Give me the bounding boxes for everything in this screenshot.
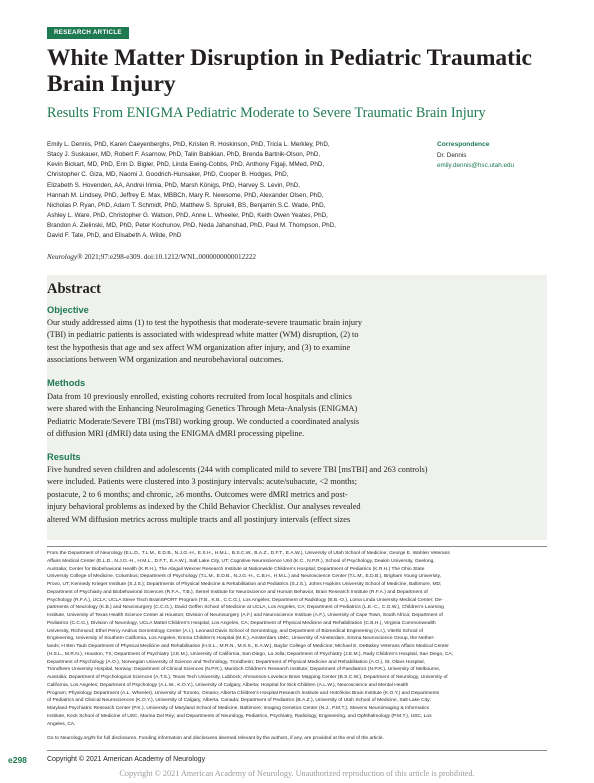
footnote-line: partments of Neurology (K.B.) and Neurosurgery (C.C.G.), David Geffen School of Medicine at UCLA, Los Angeles, CA; Department of Pediatrics (L.E.-C., C.G.W.), Children's Learning [47, 605, 444, 611]
copyright-watermark: Copyright © 2021 American Academy of Neurology. Unauthorized reproduction of this article is prohibited. [119, 769, 475, 778]
abstract-line: altered WM diffusion metrics across multiple tracts and all postinjury intervals (effect sizes [47, 514, 351, 524]
author-line: Ashley L. Ware, PhD, Christopher G. Watson, PhD, Anne L. Wheeler, PhD, Keith Owen Yeates, PhD, [47, 212, 328, 220]
page-number: e298 [8, 755, 27, 765]
author-line: Emily L. Dennis, PhD, Karen Caeyenberghs, PhD, Kristen R. Hoskinson, PhD, Tricia L. Merkley, PhD, [47, 141, 330, 148]
author-line: Nicholas P. Ryan, PhD, Adam T. Schmidt, PhD, Matthew S. Spruiell, BS, Benjamin S.C. Wade, PhD, [47, 201, 326, 209]
abstract-line: injury behavioral problems as indexed by the Child Behavior Checklist. Our analyses revealed [47, 502, 361, 512]
article-type-badge: RESEARCH ARTICLE [47, 27, 129, 39]
author-line: David F. Tate, PhD, and Elisabeth A. Wilde, PhD [47, 232, 182, 240]
disclosures-note: Go to Neurology.org/N for full disclosures. Funding information and disclosures deemed relevant by the authors, if any, are provided at the end of the article. [47, 736, 384, 741]
affiliations-footnote [47, 550, 547, 728]
footnote-line: Institute, University of Texas Health Science Center at Houston; Division of Neurosurgery (A.F.) and Neuroscience Institute (A.F.), University of Cape Town, South Africa; Department of [47, 613, 443, 618]
footnote-line: Trondheim University Hospital, Norway; Department of Clinical Sciences (N.P.R.), Murdoch Children's Research Institute; Department of Paediatrics (N.P.R.), University of Melbourne, [47, 667, 441, 673]
abstract-line: Data from 10 previously enrolled, existing cohorts recruited from local hospitals and clinics [47, 392, 352, 401]
footnote-line: Psychology (R.F.A.), UCLA; UCLA Steve Tisch BrainSPORT Program (T.B., K.B., C.C.G.), Los Angeles; Department of Radiology (B.B.-O.), Loma Linda University Medical Center; De- [47, 597, 443, 603]
footnote-line: Australia; Center for Biobehavioral Health (K.R.H.), The Abigail Wexner Research Institute at Nationwide Children's Hospital; Department of Pediatrics (K.R.H.) The Ohio State [47, 566, 425, 572]
author-line: Christopher C. Giza, MD, Naomi J. Goodrich-Hunsaker, PhD, Cooper B. Hodges, PhD, [47, 171, 289, 179]
author-line: Stacy J. Suskauer, MD, Robert F. Asarnow, PhD, Talin Babikian, PhD, Brenda Bartnik-Olson, PhD, [47, 151, 321, 159]
correspondence-name: Dr. Dennis [437, 152, 467, 159]
abstract-line: postacute, 2 to 6 months; and chronic, ≥6 months. Outcomes were dMRI metrics and post- [47, 489, 348, 499]
author-line: Brandon A. Zielinski, MD, PhD, Peter Kochunov, PhD, Neda Jahanshad, PhD, Paul M. Thompson, PhD, [47, 222, 336, 230]
correspondence-email-link[interactable]: emily.dennis@hsc.utah.edu [437, 162, 514, 169]
footnote-line: California, Los Angeles; Department of Psychology (A.L.W., K.O.Y.), University of Calgary, Alberta; Hospital for Sick Children (A.L.W.), Neuroscience and Mental Health [47, 682, 409, 688]
footnote-line: Provo, UT; Kennedy Krieger Institute (S.J.S.); Departments of Physical Medicine & Rehabilitation and Pediatrics (S.J.S.), Johns Hopkins University School of Medicine, Baltimore, MD; [47, 582, 442, 587]
footnote-line: University College of Medicine, Columbus; Department of Psychology (T.L.M., E.D.B., N.J.G.-H., C.B.H., H.M.L.) and Neuroscience Center (T.L.M., E.D.B.), Brigham Young University, [47, 574, 442, 580]
abstract-line: Our study addressed aims (1) to test the hypothesis that moderate-severe traumatic brain injury [47, 318, 362, 327]
title-line: Brain Injury [47, 71, 176, 97]
footnote-line: (H.S.L., M.R.N.), Houston, TX; Department of Psychiatry (J.E.M.), University of California, San Diego, La Jolla; Department of Psychiatry (J.E.M.), Rady Children's Hospital, San Diego, CA; [47, 651, 454, 657]
author-line: Elizabeth S. Hovenden, AA, Andrei Irimia, PhD, Marsh Königs, PhD, Harvey S. Levin, PhD, [47, 181, 301, 189]
abstract-line: Pediatric Moderate/Severe TBI (msTBI) working group. We conducted a coordinated analysis [47, 416, 360, 426]
footnote-line: Department of Psychiatry and Biobehavioral Sciences (R.F.A., T.B.), Semel Institute for Neuroscience and Human Behavior, Brain Research Institute (R.F.A.) and Department of [47, 589, 428, 595]
abstract-line: test the hypothesis that age and sex affect WM organization after injury, and (3) to examine [47, 342, 351, 352]
abstract-line: were included. Patients were clustered into 3 postinjury intervals: acute/subacute, <2 months; [47, 477, 357, 487]
footnote-line: of Pediatrics and Clinical Neurosciences (K.O.Y.), University of Calgary, Alberta, Canada; Department of Pediatrics (B.A.Z.), University of Utah School of Medicine, Salt Lake City; [47, 698, 431, 704]
footnote-divider [47, 546, 547, 547]
citation-line [47, 253, 467, 261]
footnote-line: Department of Psychology (A.O.), Norwegian University of Science and Technology, Trondheim; Department of Physical Medicine and Rehabilitation (A.O.), St. Olavs Hospital, [47, 659, 425, 665]
methods-heading: Methods [47, 378, 86, 388]
abstract-title: Abstract [47, 281, 101, 297]
abstract-line: (TBI) in pediatric patients is associated with widespread white matter (WM) disruption, (2) to [47, 330, 359, 340]
abstract-line: of diffusion MRI (dMRI) data using the ENIGMA dMRI processing pipeline. [47, 429, 305, 439]
copyright-notice: Copyright © 2021 American Academy of Neurology [47, 756, 206, 763]
footnote-line: Engineering, University of Southern California, Los Angeles; Emma Children's Hospital (M.K.), Amsterdam UMC, University of Amsterdam, Emma Neuroscience Group, the Nether- [47, 636, 435, 642]
results-heading: Results [47, 452, 81, 462]
footnote-line: Institute, Keck School of Medicine of USC, Marina Del Rey; and Departments of Neurology, Pediatrics, Psychiatry, Radiology, Engineering, and Ophthalmology (P.M.T.), USC, Los [47, 713, 432, 719]
correspondence-heading: Correspondence [437, 141, 490, 148]
author-line: Kevin Bickart, MD, PhD, Erin D. Bigler, PhD, Linda Ewing-Cobbs, PhD, Anthony Figaji, MMed, PhD, [47, 161, 325, 169]
citation-details: ® 2021;97:e298-e309. doi:10.1212/WNL.0000000000012222 [77, 253, 257, 261]
footnote-line: Pediatrics (C.C.G.), Division of Neurology, UCLA Mattel Children's Hospital, Los Angeles, CA; Department of Physical Medicine and Rehabilitation (C.B.H.), Virginia Commonwealth [47, 620, 436, 626]
abstract-line: Five hundred seven children and adolescents (244 with complicated mild to severe TBI [msTBI] and 263 controls) [47, 465, 428, 474]
footnote-line: Affairs Medical Center (E.L.D., N.J.G.-H., H.M.L., D.F.T., E.A.W.), Salt Lake City, UT; Cognitive Neuroscience Unit (K.C., N.P.R.), School of Psychology, Deakin University, Geelong, [47, 558, 435, 564]
title-line: White Matter Disruption in Pediatric Traumatic [47, 45, 532, 71]
article-subtitle: Results From ENIGMA Pediatric Moderate to Severe Traumatic Brain Injury [47, 105, 486, 121]
abstract-line: were shared with the Enhancing NeuroImaging Genetics Through Meta-Analysis (ENIGMA) [47, 404, 358, 414]
author-list [47, 140, 419, 242]
footnote-line: Australia; Department of Psychological Sciences (A.T.S.), Texas Tech University, Lubbock; Ahmanson-Lovelace Brain Mapping Center (B.S.C.W.), Department of Neurology, University of [47, 675, 448, 680]
objective-heading: Objective [47, 305, 89, 315]
author-line: Hannah M. Lindsey, PhD, Jeffrey E. Max, MBBCh, Mary R. Newsome, PhD, Alexander Olsen, PhD, [47, 191, 324, 199]
footer-divider [47, 750, 547, 751]
objective-text [47, 317, 547, 367]
footnote-line: Program; Physiology Department (A.L. Wheeler), University of Toronto, Ontario; Alberta Children's Hospital Research Institute and Hotchkiss Brain Institute (K.O.Y.) and Departments [47, 690, 440, 696]
abstract-line: associations between WM organization and neurobehavioral outcomes. [47, 355, 284, 365]
methods-text [47, 391, 547, 441]
footnote-line: From the Department of Neurology (E.L.D., T.L.M., E.D.B., N.J.G.-H., E.S.H., H.M.L., B.S.C.W., B.A.Z., D.F.T., E.A.W.), University of Utah School of Medicine; George E. Wahlen Veterans [47, 551, 450, 556]
footnote-line: lands; H Ben Taub Department of Physical Medicine and Rehabilitation (H.S.L., M.R.N., M.S.S., E.A.W.), Baylor College of Medicine; Michael E. DeBakey Veterans Affairs Medical Center [47, 644, 449, 649]
footnote-line: University, Richmond; Ethel Percy Andrus Gerontology Center (A.I.), Leonard Davis School of Gerontology, and Department of Biomedical Engineering (A.I.), Viterbi School of [47, 628, 423, 634]
footnote-line: Angeles, CA. [47, 721, 76, 727]
results-text [47, 464, 547, 526]
footnote-line: Maryland Psychiatric Research Center (P.K.), University of Maryland School of Medicine, Baltimore; Imaging Genetics Center (N.J., P.M.T.), Stevens Neuroimaging & Informatics [47, 706, 429, 711]
article-title [47, 45, 547, 97]
journal-name: Neurology [47, 253, 78, 261]
